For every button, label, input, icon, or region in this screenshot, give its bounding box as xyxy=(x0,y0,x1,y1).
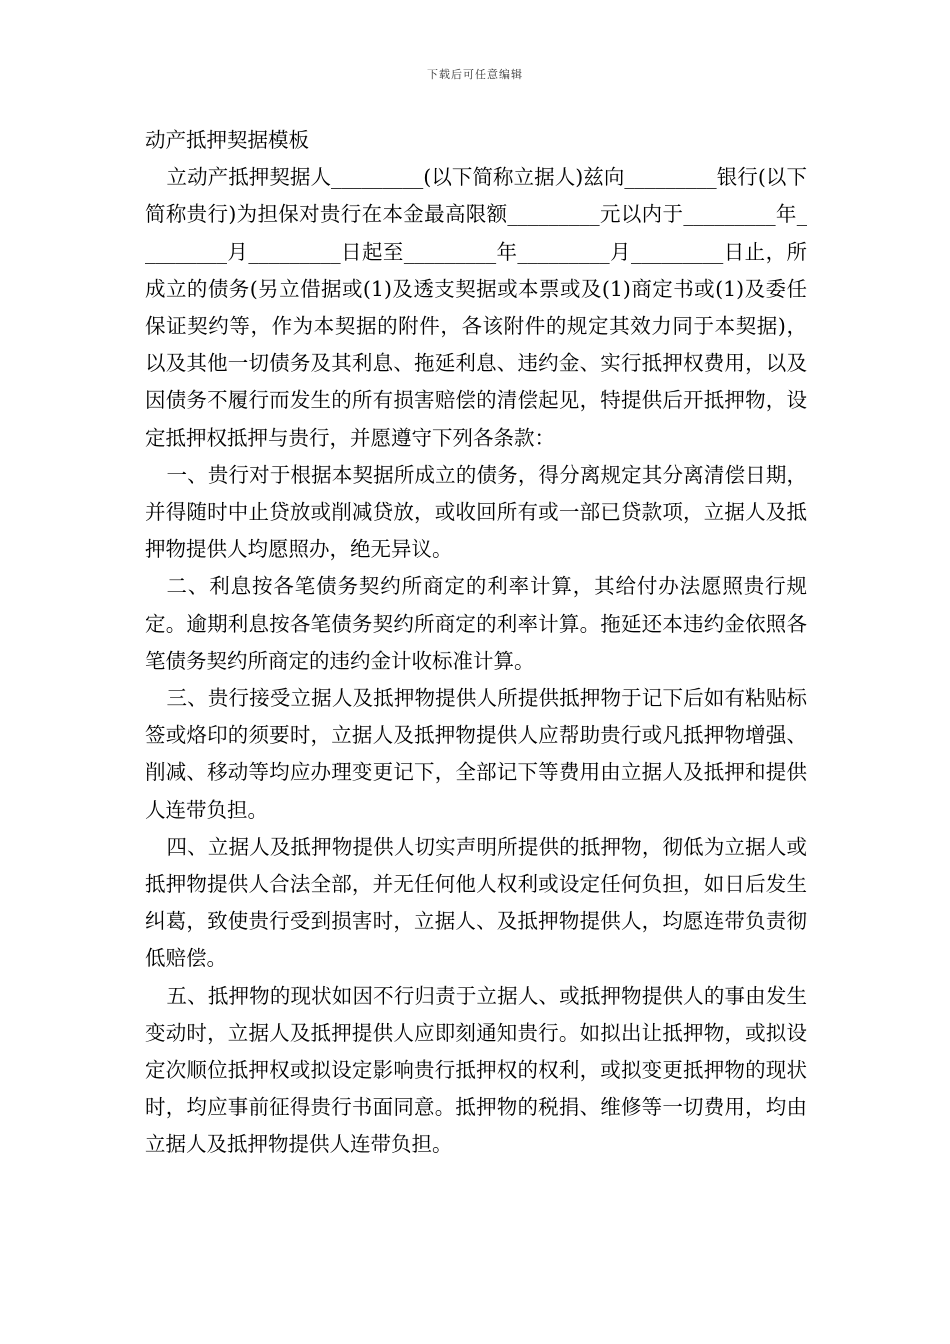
clause-2-paragraph: 二、利息按各笔债务契约所商定的利率计算，其给付办法愿照贵行规定。逾期利息按各笔债务契约所商定的利率计算。拖延还本违约金依照各笔债务契约所商定的违约金计收标准计算。 xyxy=(145,574,807,673)
clause-5-paragraph: 五、抵押物的现状如因不行归责于立据人、或抵押物提供人的事由发生变动时，立据人及抵押提供人应即刻通知贵行。如拟出让抵押物，或拟设定次顺位抵押权或拟设定影响贵行抵押权的权利，或拟变更抵押物的现状时，均应事前征得贵行书面同意。抵押物的税捐、维修等一切费用，均由立据人及抵押物提供人连带负担。 xyxy=(145,983,807,1157)
document-title: 动产抵押契据模板 xyxy=(145,128,309,152)
clause-1-paragraph: 一、贵行对于根据本契据所成立的债务，得分离规定其分离清偿日期，并得随时中止贷放或削减贷放，或收回所有或一部已贷款项，立据人及抵押物提供人均愿照办，绝无异议。 xyxy=(145,462,807,562)
document-body xyxy=(145,122,807,1164)
preamble-paragraph: 立动产抵押契据人_________(以下简称立据人)兹向_________银行(以下简称贵行)为担保对贵行在本金最高限额_________元以内于_________年_________月_________日起至_________年_________月_________日止，所成立的债务(另立借据或(1)及透支契据或本票或及(1)商定书或(1)及委任保证契约等，作为本契据的附件，各该附件的规定其效力同于本契据)，以及其他一切债务及其利息、拖延利息、违约金、实行抵押权费用，以及因债务不履行而发生的所有损害赔偿的清偿起见，特提供后开抵押物，设定抵押权抵押与贵行，并愿遵守下列各条款： xyxy=(145,165,807,450)
clause-4-paragraph: 四、立据人及抵押物提供人切实声明所提供的抵押物，彻低为立据人或抵押物提供人合法全部，并无任何他人权利或设定任何负担，如日后发生纠葛，致使贵行受到损害时，立据人、及抵押物提供人，均愿连带负责彻低赔偿。 xyxy=(145,834,807,971)
page-header: 下载后可任意编辑 xyxy=(427,68,523,81)
clause-3-paragraph: 三、贵行接受立据人及抵押物提供人所提供抵押物于记下后如有粘贴标签或烙印的须要时，立据人及抵押物提供人应帮助贵行或凡抵押物增强、削减、移动等均应办理变更记下，全部记下等费用由立据人及抵押和提供人连带负担。 xyxy=(145,686,807,822)
